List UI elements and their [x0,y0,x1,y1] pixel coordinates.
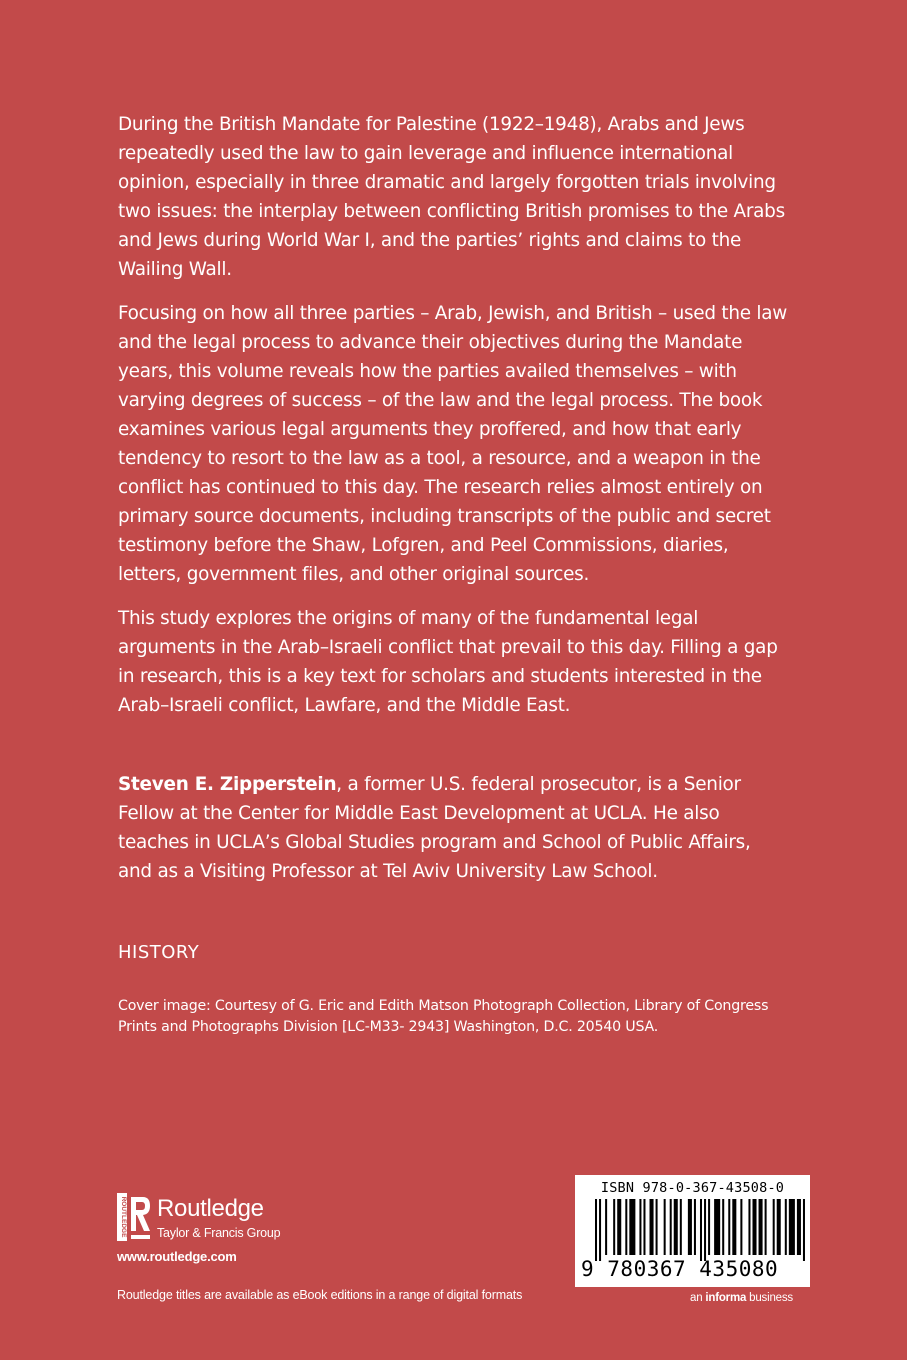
barcode-bar [643,1199,645,1255]
barcode-bar [595,1199,597,1261]
barcode-bar [625,1199,627,1255]
publisher-website[interactable]: www.routledge.com [117,1249,237,1264]
barcode-bar [688,1199,692,1255]
publisher-name: Routledge [157,1195,264,1222]
barcode-bar [664,1199,666,1255]
barcode-bar [605,1199,607,1255]
barcode-bar [752,1199,756,1255]
barcode-bar [613,1199,615,1255]
barcode-bar [629,1199,635,1255]
informa-prefix: an [690,1292,706,1304]
barcode-bar [732,1199,736,1255]
barcode-bar [803,1199,805,1261]
barcode-bar [748,1199,750,1255]
logo-mark-text: ROUTLEDGE [120,1196,127,1238]
barcode-bar [680,1199,682,1255]
description-paragraph-2: Focusing on how all three parties – Arab, Jewish, and British – used the law and the legal process to advance their objectives during the Mandate years, this volume reveals how the parties availed themselves – with varying degrees of success – of the law and the legal process. The book examines various legal arguments they proffered, and how that early tendency to resort to the law as a tool, a resource, and a weapon in the conflict has continued to this day. The research relies almost entirely on primary source documents, including transcripts of the public and secret testimony before the Shaw, Lofgren, and Peel Commissions, diaries, letters, government files, and other original sources. [118,303,788,585]
barcode-bar [704,1199,706,1261]
barcode-bar [765,1199,767,1255]
informa-business-tagline [690,1292,793,1304]
barcode-bar [714,1199,720,1255]
subject-category: HISTORY [118,942,200,963]
barcode-bar [670,1199,672,1255]
barcode-bar [728,1199,730,1255]
informa-suffix: business [746,1292,793,1304]
barcode-bar [789,1199,795,1255]
book-description [118,110,790,735]
barcode-bar [777,1199,781,1255]
barcode-bar [785,1199,787,1255]
isbn-barcode [575,1175,810,1287]
barcode-bar [617,1199,621,1255]
barcode-bars [595,1199,807,1261]
barcode-bar [656,1199,658,1255]
barcode-bar [674,1199,678,1255]
barcode-bar [708,1199,710,1255]
informa-brand: informa [705,1292,747,1304]
barcode-bar [773,1199,775,1255]
publisher-block [117,1193,367,1283]
barcode-bar [700,1199,702,1261]
barcode-bar [650,1199,654,1255]
barcode-bar [740,1199,742,1255]
barcode-bar [599,1199,601,1261]
barcode-bar [694,1199,696,1255]
barcode-digits: 9 780367 435080 [581,1257,779,1281]
author-bio-text: , a former U.S. federal prosecutor, is a Senior Fellow at the Center for Middle East Development at UCLA. He also teaches in UCLA’s Global Studies program and School of Public Affairs, and as a Visiting Professor at Tel Aviv University Law School. [118,774,751,882]
publisher-group: Taylor & Francis Group [157,1226,281,1240]
cover-image-credit: Cover image: Courtesy of G. Eric and Edith Matson Photograph Collection, Library of Congress Prints and Photographs Division [LC-M33- 2943] Washington, D.C. 20540 USA. [118,998,769,1035]
ebook-availability-note: Routledge titles are available as eBook editions in a range of digital formats [117,1288,523,1302]
barcode-bar [759,1199,763,1255]
author-bio [118,770,790,886]
barcode-bar [722,1199,724,1255]
description-paragraph-3: This study explores the origins of many of the fundamental legal arguments in the Arab–Israeli conflict that prevail to this day. Filling a gap in research, this is a key text for scholars and students interested in the Arab–Israeli conflict, Lawfare, and the Middle East. [118,608,778,716]
routledge-logo-icon [117,1193,151,1241]
barcode-bar [797,1199,801,1255]
barcode-bar [639,1199,641,1255]
author-name: Steven E. Zipperstein [118,774,337,795]
description-paragraph-1: During the British Mandate for Palestine (1922–1948), Arabs and Jews repeatedly used the law to gain leverage and influence international opinion, especially in three dramatic and largely forgotten trials involving two issues: the interplay between conflicting British promises to the Arabs and Jews during World War I, and the parties’ rights and claims to the Wailing Wall. [118,114,785,280]
isbn-label: ISBN 978-0-367-43508-0 [600,1180,785,1196]
